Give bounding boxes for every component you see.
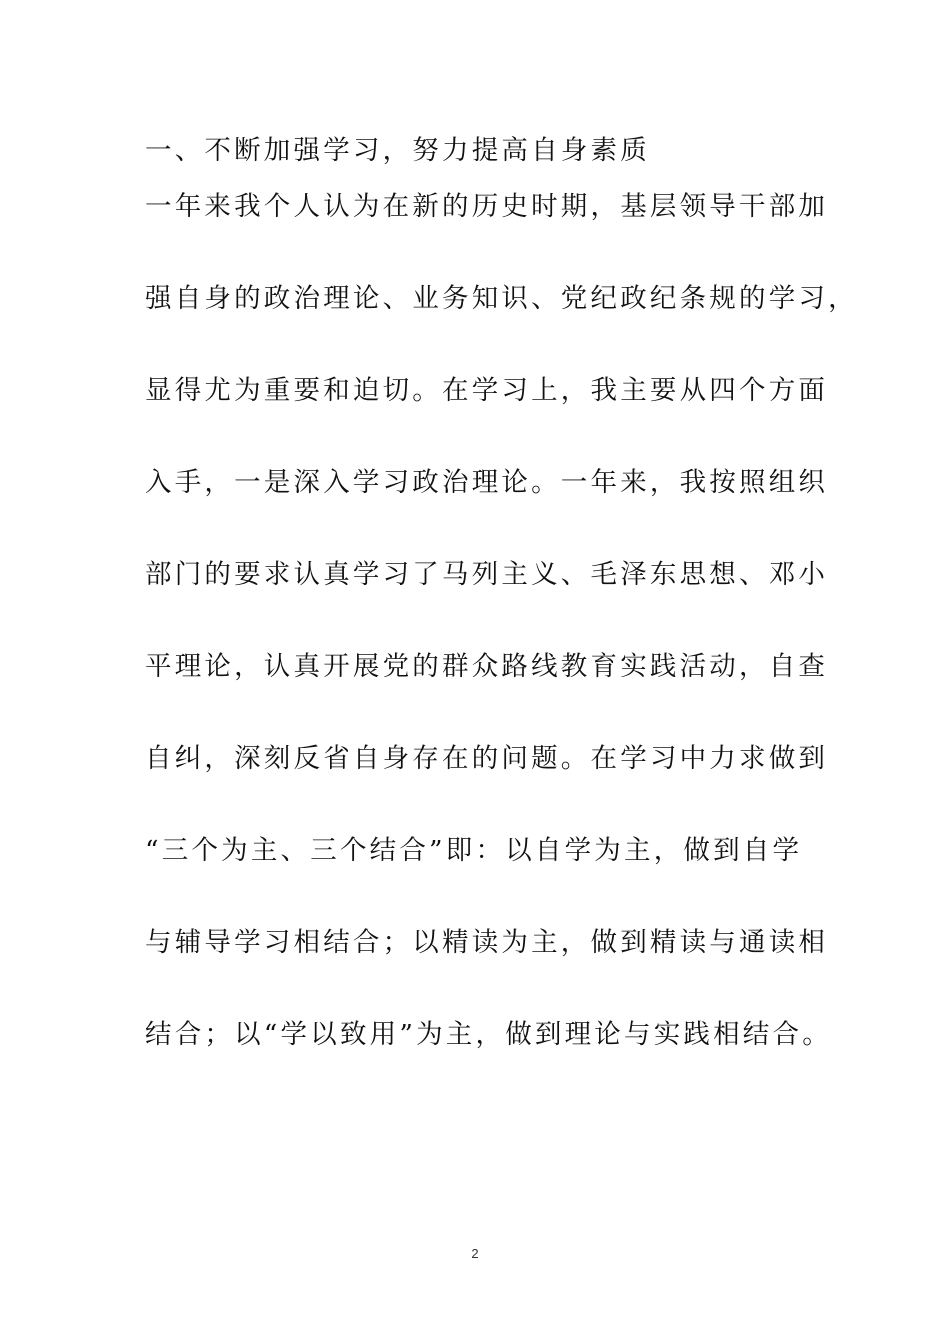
paragraph-line-5: 部门的要求认真学习了马列主义、毛泽东思想、邓小 (145, 559, 829, 590)
page-number: 2 (471, 1246, 479, 1261)
section-heading: 一、不断加强学习，努力提高自身素质 (145, 135, 650, 166)
paragraph-line-1: 一年来我个人认为在新的历史时期，基层领导干部加 (145, 191, 829, 222)
paragraph-line-4: 入手，一是深入学习政治理论。一年来，我按照组织 (145, 467, 829, 498)
paragraph-line-8: “三个为主、三个结合”即：以自学为主，做到自学 (145, 835, 803, 866)
paragraph-line-3: 显得尤为重要和迫切。在学习上，我主要从四个方面 (145, 375, 829, 406)
paragraph-line-10: 结合；以“学以致用”为主，做到理论与实践相结合。 (145, 1019, 832, 1050)
paragraph-line-9: 与辅导学习相结合；以精读为主，做到精读与通读相 (145, 927, 829, 958)
paragraph-line-6: 平理论，认真开展党的群众路线教育实践活动，自查 (145, 651, 829, 682)
document-body (145, 126, 858, 1102)
paragraph-line-7: 自纠，深刻反省自身存在的问题。在学习中力求做到 (145, 743, 829, 774)
paragraph-line-2: 强自身的政治理论、业务知识、党纪政纪条规的学习， (145, 283, 858, 314)
